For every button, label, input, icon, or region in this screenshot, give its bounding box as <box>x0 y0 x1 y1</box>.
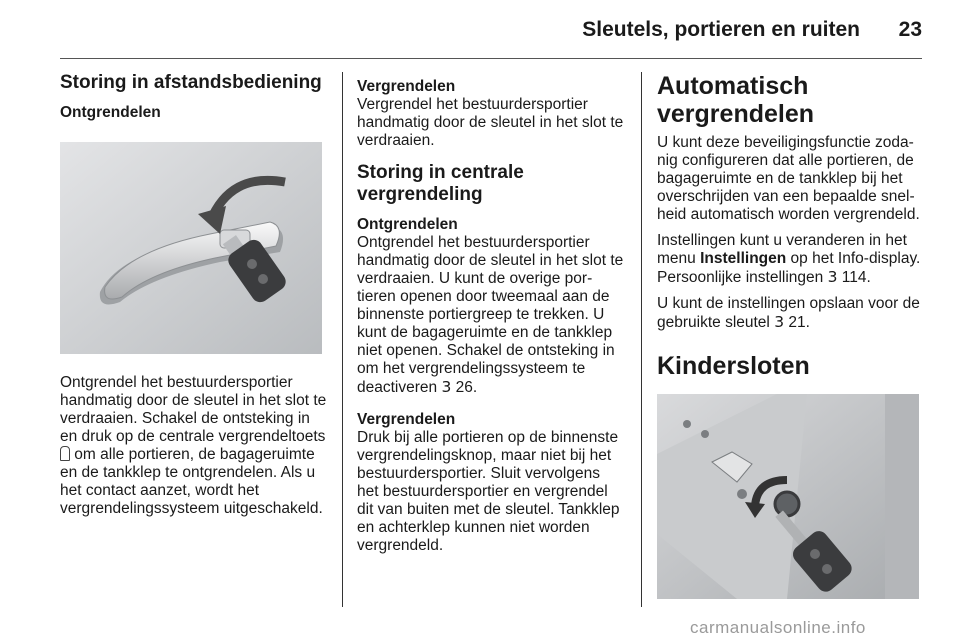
subheading-ontgrendelen: Ontgrendelen <box>60 104 161 121</box>
child-lock-illustration <box>657 394 919 599</box>
column-1 <box>60 72 328 526</box>
heading-automatisch-vergrendelen: Automatisch vergrendelen <box>657 72 815 128</box>
heading-storing-afstandsbediening: Storing in afstandsbediening <box>60 72 322 93</box>
subheading-ontgrendelen-2: Ontgrendelen <box>357 216 458 233</box>
column-divider-2 <box>641 72 642 607</box>
column-divider-1 <box>342 72 343 607</box>
page-reference-arrow-icon: 3 <box>441 378 452 396</box>
heading-kindersloten: Kindersloten <box>657 352 810 380</box>
paragraph-sleutel: U kunt de instellingen opslaan voor de gebruikte sleutel 3 21. <box>657 295 920 331</box>
heading-storing-centrale-vergrendeling: Storing in centrale vergrendeling <box>357 162 524 205</box>
unlock-key-icon <box>60 446 70 461</box>
paragraph-vergrendelen-1: Vergrendel het bestuurdersportier handmatig door de sleutel in het slot te verdraaien. <box>357 96 624 149</box>
page-number: 23 <box>898 18 922 41</box>
paragraph-vergrendelen-2: Druk bij alle portieren op de binnenste vergrendelingsknop, maar niet bij het bestuurdersportier. Sluit vervolgens het bestuurdersportier en vergrendel dit van buiten met de sleutel. Tankklep en achterklep kunnen niet worden vergrendeld. <box>357 429 620 554</box>
menu-instellingen: Instellingen <box>700 250 787 267</box>
paragraph-ontgrendelen-2: Ontgrendel het bestuurdersportier handmatig door de sleutel in het slot te verdraaien. U kunt de overige portieren openen door tweemaal aan de binnenste portiergreep te trekken. U kunt de bagageruimte en de tankklep niet openen. Schakel de ontsteking in om het vergrendelingssysteem te deactiveren 3 26. <box>357 234 624 396</box>
column-2 <box>357 78 625 563</box>
page-reference-arrow-icon: 3 <box>827 268 838 286</box>
page-reference-arrow-icon: 3 <box>774 313 785 331</box>
header-divider <box>60 58 922 59</box>
subheading-vergrendelen-2: Vergrendelen <box>357 411 456 428</box>
page-header-title: Sleutels, portieren en ruiten <box>582 18 860 41</box>
watermark-text: carmanualsonline.info <box>690 618 866 637</box>
column-3 <box>657 72 925 599</box>
paragraph-ontgrendelen: Ontgrendel het bestuurdersportier handmatig door de sleutel in het slot te verdraaien. Schakel de ontsteking in en druk op de centrale vergrendeltoets om alle portieren, de bagageruimte en de tankklep te ontgrendelen. Als u het contact aanzet, wordt het vergrendelingssysteem uitgeschakeld. <box>60 374 327 517</box>
door-handle-key-illustration <box>60 142 322 354</box>
subheading-vergrendelen-1: Vergrendelen <box>357 78 456 95</box>
paragraph-automatisch-1: U kunt deze beveiligingsfunctie zodanig configureren dat alle portieren, de bagageruimte en de tankklep bij het overschrijden van een bepaalde snelheid automatisch worden vergrendeld. <box>657 134 920 223</box>
paragraph-instellingen: Instellingen kunt u veranderen in het menu Instellingen op het Info-display. Persoonlijke instellingen 3 114. <box>657 232 921 286</box>
